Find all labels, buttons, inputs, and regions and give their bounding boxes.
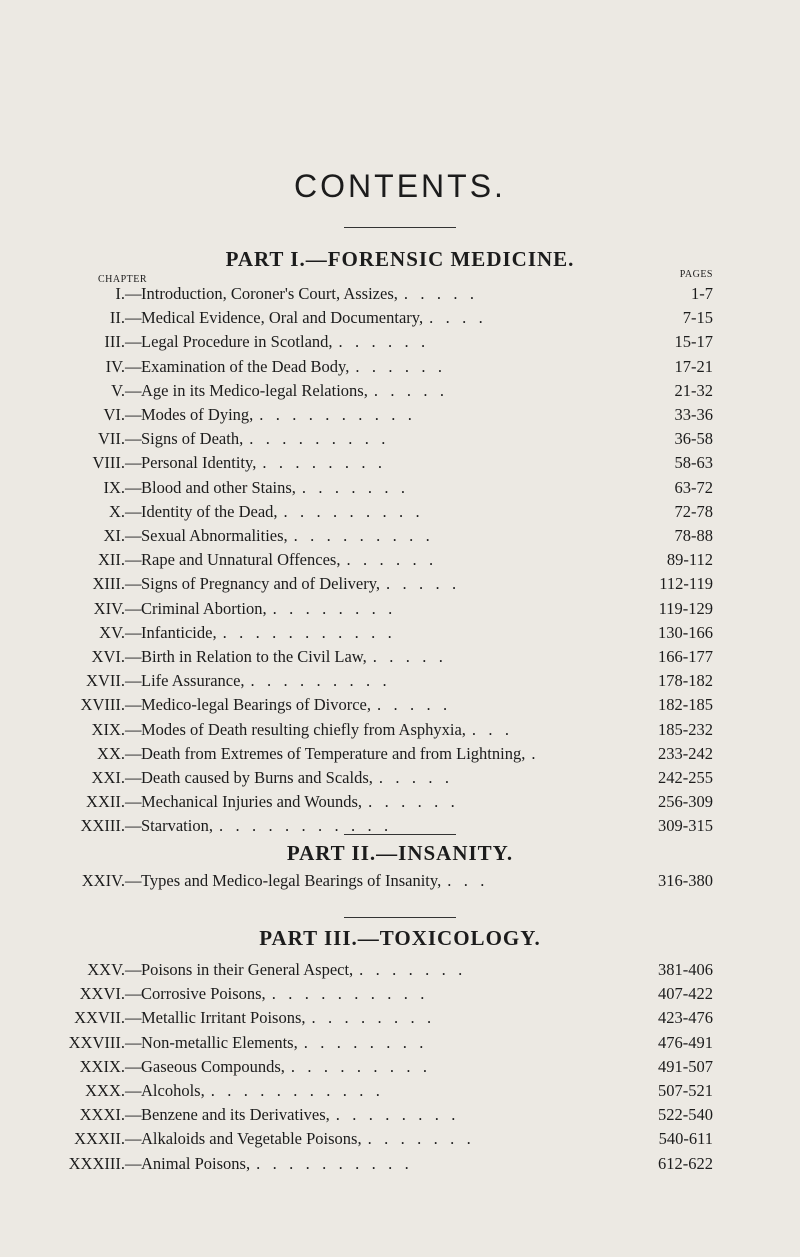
chapter-title bbox=[141, 982, 424, 1006]
dot-leader: . . . . . . . bbox=[359, 960, 463, 979]
chapter-number: XXI. bbox=[91, 768, 125, 787]
chapter-title bbox=[141, 355, 442, 379]
em-dash: — bbox=[125, 574, 142, 594]
chapter-number: XI. bbox=[103, 526, 125, 545]
page-range: 7-15 bbox=[682, 308, 713, 328]
chapter-number: XXIX. bbox=[79, 1056, 125, 1076]
em-dash: — bbox=[125, 284, 142, 303]
dot-leader: . . . . . . . . bbox=[303, 1032, 424, 1052]
page-range: 33-36 bbox=[674, 405, 713, 424]
chapter-number: XXXII. bbox=[74, 1129, 125, 1149]
page-range: 63-72 bbox=[674, 477, 713, 497]
em-dash: — bbox=[125, 1105, 142, 1125]
part-2-heading: PART II.—INSANITY. bbox=[286, 841, 514, 865]
page-range: 72-78 bbox=[674, 501, 713, 521]
chapter-title bbox=[141, 476, 405, 500]
chapter-number: XXV. bbox=[87, 960, 125, 979]
chapter-title bbox=[141, 718, 509, 742]
page-range: 256-309 bbox=[658, 792, 713, 812]
toc-entry bbox=[0, 1127, 800, 1151]
chapter-number: XXVIII. bbox=[68, 1032, 125, 1052]
chapter-title bbox=[141, 572, 456, 596]
toc-entry bbox=[0, 1055, 800, 1079]
chapter-number: XVIII. bbox=[80, 695, 125, 715]
chapter-title-text: Criminal Abortion, bbox=[141, 598, 267, 618]
chapter-number: XXXI. bbox=[79, 1105, 125, 1125]
page-range: 540-611 bbox=[658, 1129, 713, 1149]
toc-entry bbox=[0, 330, 800, 354]
chapter-title-text: Starvation, bbox=[141, 816, 213, 836]
chapter-number: XIII. bbox=[92, 574, 125, 594]
dot-leader: . . . . . . . . . bbox=[293, 526, 430, 545]
chapter-title-text: Sexual Abnormalities, bbox=[141, 526, 288, 545]
chapter-number: XXXIII. bbox=[68, 1153, 125, 1173]
toc-entry bbox=[0, 282, 800, 306]
em-dash: — bbox=[125, 792, 142, 812]
chapter-number: XV. bbox=[99, 622, 125, 642]
page-range: 233-242 bbox=[658, 743, 713, 763]
em-dash: — bbox=[125, 380, 142, 400]
page-range: 17-21 bbox=[674, 356, 713, 376]
chapter-title bbox=[141, 306, 483, 330]
dot-leader: . . . . bbox=[429, 308, 483, 328]
chapter-title bbox=[141, 1031, 423, 1055]
page-range: 78-88 bbox=[674, 526, 713, 545]
part-1-rule bbox=[344, 834, 456, 835]
chapter-number: XVII. bbox=[86, 671, 125, 691]
chapter-title-text: Metallic Irritant Poisons, bbox=[141, 1008, 306, 1028]
dot-leader: . . . . . . . . . . . bbox=[222, 622, 392, 642]
pages-column-label: PAGES bbox=[679, 269, 713, 280]
toc-entry bbox=[0, 1006, 800, 1030]
page-range: 15-17 bbox=[674, 332, 713, 352]
dot-leader: . . . bbox=[471, 719, 510, 739]
chapter-number: II. bbox=[109, 308, 125, 328]
chapter-title-text: Death caused by Burns and Scalds, bbox=[141, 768, 373, 787]
dot-leader: . . . . . bbox=[378, 768, 449, 787]
em-dash: — bbox=[125, 622, 142, 642]
em-dash: — bbox=[125, 816, 142, 836]
page-range: 185-232 bbox=[658, 719, 713, 739]
chapter-title-text: Poisons in their General Aspect, bbox=[141, 960, 354, 979]
chapter-number: XXII. bbox=[86, 792, 125, 812]
dot-leader: . . . . . . . . . . bbox=[271, 984, 425, 1004]
toc-entry bbox=[0, 524, 800, 548]
dot-leader: . . . . . . bbox=[355, 356, 442, 376]
page-range: 407-422 bbox=[658, 984, 713, 1004]
toc-entry bbox=[0, 1079, 800, 1103]
chapter-title bbox=[141, 379, 444, 403]
chapter-title-text: Gaseous Compounds, bbox=[141, 1056, 285, 1076]
toc-entry bbox=[0, 742, 800, 766]
toc-entry bbox=[0, 1152, 800, 1176]
dot-leader: . . . . . bbox=[386, 574, 457, 594]
chapter-title bbox=[141, 958, 462, 982]
em-dash: — bbox=[125, 671, 142, 691]
chapter-title-text: Life Assurance, bbox=[141, 671, 245, 691]
toc-entry bbox=[0, 958, 800, 982]
page-range: 522-540 bbox=[658, 1105, 713, 1125]
em-dash: — bbox=[125, 647, 142, 666]
chapter-title bbox=[141, 500, 420, 524]
em-dash: — bbox=[125, 719, 142, 739]
em-dash: — bbox=[125, 332, 142, 352]
chapter-number: XVI. bbox=[91, 647, 125, 666]
chapter-number: VI. bbox=[103, 405, 125, 424]
em-dash: — bbox=[125, 477, 142, 497]
chapter-title bbox=[141, 524, 430, 548]
chapter-title-text: Modes of Death resulting chiefly from Asphyxia, bbox=[141, 719, 466, 739]
dot-leader: . . . . . bbox=[372, 647, 443, 666]
chapter-number: XXVI. bbox=[79, 984, 125, 1004]
chapter-number: XXIII. bbox=[80, 816, 125, 836]
dot-leader: . . . . . . . . bbox=[272, 598, 393, 618]
chapter-title-text: Personal Identity, bbox=[141, 453, 257, 473]
chapter-number: XIV. bbox=[93, 598, 125, 618]
dot-leader: . . . . . . . . . bbox=[290, 1056, 428, 1076]
dot-leader: . . . . . . . . bbox=[262, 453, 382, 473]
toc-entry bbox=[0, 669, 800, 693]
page-range: 36-58 bbox=[674, 429, 713, 449]
page-range: 1-7 bbox=[691, 284, 713, 303]
toc-entry bbox=[0, 355, 800, 379]
chapter-number: XXX. bbox=[85, 1081, 125, 1100]
chapter-title-text: Medical Evidence, Oral and Documentary, bbox=[141, 308, 424, 328]
chapter-title-text: Age in its Medico-legal Relations, bbox=[141, 380, 368, 400]
chapter-number: VII. bbox=[97, 429, 125, 449]
chapter-title-text: Signs of Pregnancy and of Delivery, bbox=[141, 574, 381, 594]
chapter-title bbox=[141, 1152, 409, 1176]
em-dash: — bbox=[125, 453, 142, 473]
toc-entry bbox=[0, 500, 800, 524]
chapter-number: V. bbox=[111, 380, 125, 400]
chapter-title bbox=[141, 451, 382, 475]
toc-entry bbox=[0, 572, 800, 596]
chapter-title-text: Mechanical Injuries and Wounds, bbox=[141, 792, 363, 812]
toc-entry bbox=[0, 645, 800, 669]
em-dash: — bbox=[125, 1153, 142, 1173]
chapter-number: XXIV. bbox=[81, 871, 125, 890]
chapter-number: IV. bbox=[105, 356, 125, 376]
toc-entry bbox=[0, 427, 800, 451]
page-range: 178-182 bbox=[658, 671, 713, 691]
chapter-title bbox=[141, 669, 387, 693]
page-range: 112-119 bbox=[659, 574, 713, 594]
chapter-number: XX. bbox=[97, 743, 125, 763]
em-dash: — bbox=[125, 984, 142, 1004]
chapter-title bbox=[141, 742, 535, 766]
chapter-title bbox=[141, 766, 449, 790]
chapter-number: XII. bbox=[97, 550, 125, 570]
toc-entry bbox=[0, 548, 800, 572]
toc-entry bbox=[0, 693, 800, 717]
dot-leader: . bbox=[531, 743, 536, 763]
page-title: CONTENTS. bbox=[294, 168, 506, 204]
toc-entry bbox=[0, 1031, 800, 1055]
chapter-title bbox=[141, 1006, 431, 1030]
chapter-title bbox=[141, 403, 412, 427]
page-range: 119-129 bbox=[658, 598, 713, 618]
em-dash: — bbox=[125, 768, 142, 787]
part-2-rule bbox=[344, 917, 456, 918]
em-dash: — bbox=[125, 356, 142, 376]
chapter-title-text: Infanticide, bbox=[141, 622, 217, 642]
dot-leader: . . . . . . . . bbox=[311, 1008, 432, 1028]
chapter-title-text: Alkaloids and Vegetable Poisons, bbox=[141, 1129, 362, 1149]
em-dash: — bbox=[125, 743, 142, 763]
page-range: 309-315 bbox=[658, 816, 713, 836]
dot-leader: . . . . . . . bbox=[301, 477, 406, 497]
chapter-title bbox=[141, 621, 392, 645]
chapter-title bbox=[141, 1127, 471, 1151]
chapter-number: X. bbox=[108, 501, 125, 521]
chapter-title-text: Non-metallic Elements, bbox=[141, 1032, 298, 1052]
em-dash: — bbox=[125, 1032, 142, 1052]
chapter-number: IX. bbox=[103, 477, 125, 497]
dot-leader: . . . . . bbox=[373, 380, 444, 400]
chapter-title bbox=[141, 330, 425, 354]
chapter-column-label: CHAPTER bbox=[98, 274, 148, 285]
chapter-title-text: Birth in Relation to the Civil Law, bbox=[141, 647, 367, 666]
chapter-title-text: Medico-legal Bearings of Divorce, bbox=[141, 695, 372, 715]
chapter-number: VIII. bbox=[92, 453, 125, 473]
dot-leader: . . . . . . . . . . bbox=[256, 1153, 409, 1173]
dot-leader: . . . bbox=[447, 871, 485, 890]
page-range: 612-622 bbox=[658, 1153, 713, 1173]
chapter-title-text: Benzene and its Derivatives, bbox=[141, 1105, 330, 1125]
toc-entry bbox=[0, 1103, 800, 1127]
page-range: 166-177 bbox=[658, 647, 713, 666]
toc-entry bbox=[0, 476, 800, 500]
em-dash: — bbox=[125, 1081, 142, 1100]
page-range: 423-476 bbox=[658, 1008, 713, 1028]
chapter-title bbox=[141, 597, 392, 621]
chapter-number: I. bbox=[115, 284, 125, 303]
page-range: 130-166 bbox=[658, 622, 713, 642]
page-range: 21-32 bbox=[674, 380, 713, 400]
chapter-title bbox=[141, 790, 455, 814]
chapter-title bbox=[141, 1079, 380, 1103]
chapter-title bbox=[141, 427, 385, 451]
toc-entry bbox=[0, 306, 800, 330]
chapter-number: III. bbox=[104, 332, 125, 352]
em-dash: — bbox=[125, 1056, 142, 1076]
page-range: 491-507 bbox=[658, 1056, 713, 1076]
dot-leader: . . . . . . . . bbox=[335, 1105, 456, 1125]
dot-leader: . . . . . . bbox=[346, 550, 434, 570]
em-dash: — bbox=[125, 1129, 142, 1149]
part-1-heading: PART I.—FORENSIC MEDICINE. bbox=[225, 247, 575, 271]
dot-leader: . . . . . bbox=[403, 284, 474, 303]
chapter-title bbox=[141, 693, 447, 717]
page-range: 242-255 bbox=[658, 768, 713, 787]
dot-leader: . . . . . . . . . bbox=[283, 501, 420, 521]
page-range: 316-380 bbox=[658, 871, 713, 890]
em-dash: — bbox=[125, 550, 142, 570]
dot-leader: . . . . . . . . . . . bbox=[218, 816, 389, 836]
chapter-title bbox=[141, 869, 484, 893]
title-rule bbox=[344, 227, 456, 228]
dot-leader: . . . . . . . . . bbox=[250, 671, 387, 691]
chapter-title-text: Identity of the Dead, bbox=[141, 501, 278, 521]
page-range: 476-491 bbox=[658, 1032, 713, 1052]
chapter-title bbox=[141, 1055, 427, 1079]
em-dash: — bbox=[125, 526, 142, 545]
page-range: 507-521 bbox=[658, 1081, 713, 1100]
em-dash: — bbox=[125, 695, 142, 715]
toc-entry bbox=[0, 982, 800, 1006]
chapter-title-text: Animal Poisons, bbox=[141, 1153, 251, 1173]
dot-leader: . . . . . . . . . bbox=[249, 429, 386, 449]
chapter-title-text: Types and Medico-legal Bearings of Insanity, bbox=[141, 871, 442, 890]
toc-entry bbox=[0, 718, 800, 742]
dot-leader: . . . . . . . . . . . bbox=[210, 1081, 380, 1100]
dot-leader: . . . . . . . bbox=[367, 1129, 471, 1149]
part-3-heading: PART III.—TOXICOLOGY. bbox=[259, 926, 541, 950]
em-dash: — bbox=[125, 960, 142, 979]
em-dash: — bbox=[125, 405, 142, 424]
chapter-title bbox=[141, 645, 443, 669]
em-dash: — bbox=[125, 308, 142, 328]
toc-entry bbox=[0, 766, 800, 790]
toc-entry bbox=[0, 621, 800, 645]
em-dash: — bbox=[125, 598, 142, 618]
dot-leader: . . . . . . bbox=[368, 792, 455, 812]
chapter-title bbox=[141, 1103, 455, 1127]
page-range: 58-63 bbox=[674, 453, 713, 473]
toc-entry bbox=[0, 403, 800, 427]
toc-entry bbox=[0, 597, 800, 621]
page-range: 381-406 bbox=[658, 960, 713, 979]
chapter-title-text: Signs of Death, bbox=[141, 429, 244, 449]
page-range: 89-112 bbox=[666, 550, 713, 570]
chapter-title bbox=[141, 548, 433, 572]
dot-leader: . . . . . . bbox=[338, 332, 426, 352]
toc-entry bbox=[0, 451, 800, 475]
chapter-number: XXVII. bbox=[74, 1008, 125, 1028]
chapter-title-text: Examination of the Dead Body, bbox=[141, 356, 350, 376]
dot-leader: . . . . . . . . . . bbox=[259, 405, 412, 424]
chapter-title-text: Blood and other Stains, bbox=[141, 477, 296, 497]
toc-entry bbox=[0, 869, 800, 893]
toc-entry bbox=[0, 790, 800, 814]
chapter-title-text: Introduction, Coroner's Court, Assizes, bbox=[141, 284, 398, 303]
em-dash: — bbox=[125, 1008, 142, 1028]
chapter-number: XIX. bbox=[91, 719, 125, 739]
em-dash: — bbox=[125, 871, 142, 890]
chapter-title-text: Rape and Unnatural Offences, bbox=[141, 550, 341, 570]
em-dash: — bbox=[125, 429, 142, 449]
toc-entry bbox=[0, 379, 800, 403]
dot-leader: . . . . . bbox=[377, 695, 448, 715]
chapter-title bbox=[141, 282, 474, 306]
chapter-title-text: Death from Extremes of Temperature and from Lightning, bbox=[141, 743, 526, 763]
chapter-title-text: Alcohols, bbox=[141, 1081, 205, 1100]
chapter-title-text: Modes of Dying, bbox=[141, 405, 254, 424]
chapter-title-text: Corrosive Poisons, bbox=[141, 984, 266, 1004]
chapter-title-text: Legal Procedure in Scotland, bbox=[141, 332, 333, 352]
page-range: 182-185 bbox=[658, 695, 713, 715]
em-dash: — bbox=[125, 501, 142, 521]
